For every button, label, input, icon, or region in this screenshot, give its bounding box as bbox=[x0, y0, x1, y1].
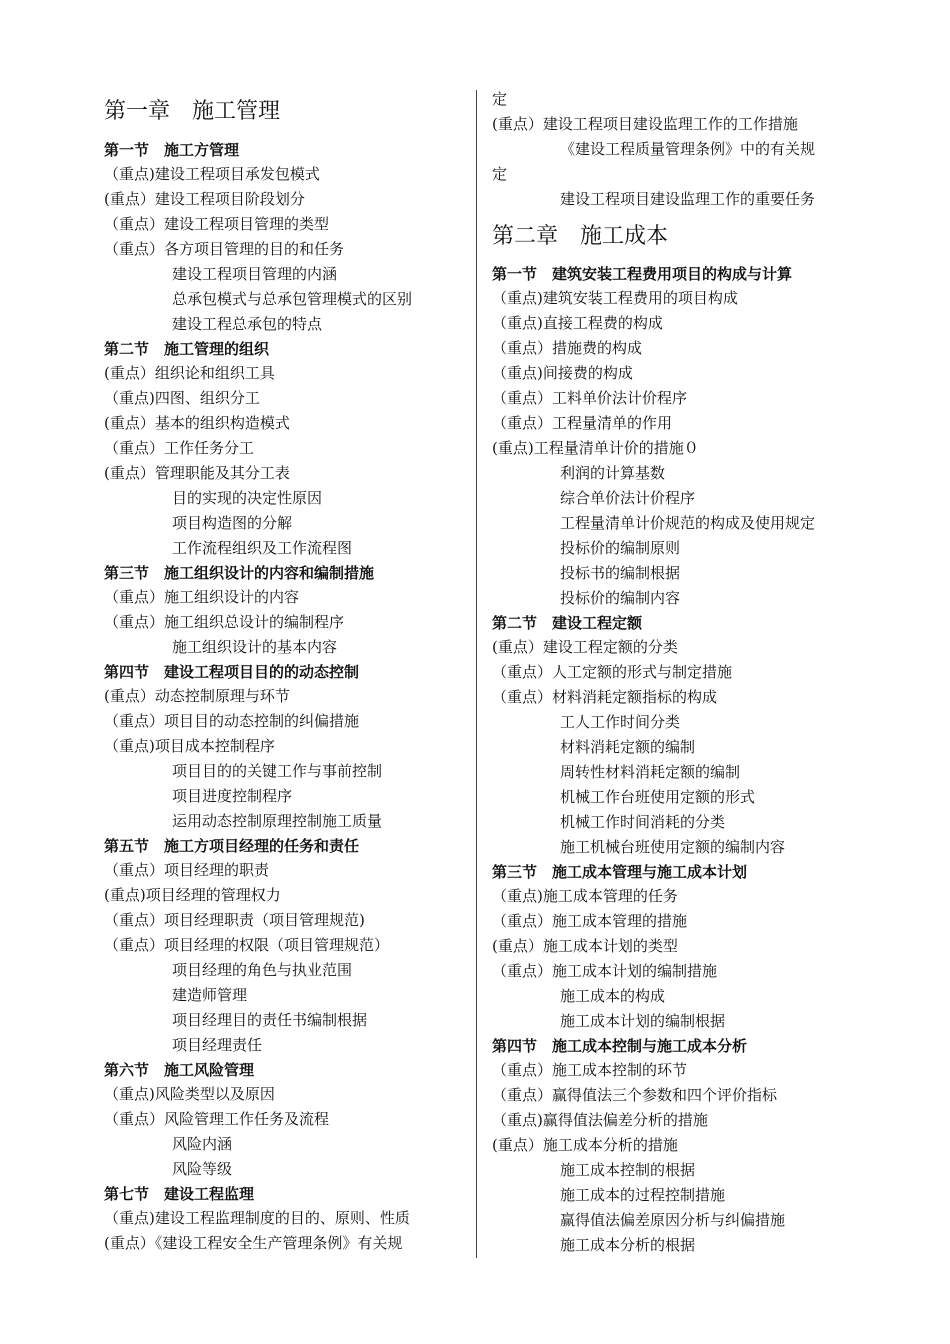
section-title: 第三节 施工组织设计的内容和编制措施 bbox=[104, 564, 375, 582]
list-item: （重点）各方项目管理的目的和任务 bbox=[104, 240, 345, 258]
sub-item: 综合单价法计价程序 bbox=[560, 489, 696, 507]
section-title: 第五节 施工方项目经理的任务和责任 bbox=[104, 837, 360, 855]
chapter-title: 第一章 施工管理 bbox=[104, 99, 281, 124]
sub-item: 投标价的编制内容 bbox=[560, 589, 681, 607]
chapter-title: 第二章 施工成本 bbox=[492, 224, 669, 249]
list-item: （重点）建设工程项目管理的类型 bbox=[104, 215, 330, 233]
sub-item: 风险等级 bbox=[172, 1160, 233, 1178]
sub-item: 风险内涵 bbox=[172, 1135, 233, 1153]
list-item: （重点）工作任务分工 bbox=[104, 439, 255, 457]
list-item: 定 bbox=[492, 90, 508, 108]
sub-item: 总承包模式与总承包管理模式的区别 bbox=[172, 290, 413, 308]
sub-item: 工人工作时间分类 bbox=[560, 713, 681, 731]
list-item: （重点)四图、组织分工 bbox=[104, 389, 260, 407]
list-item: (重点）基本的组织构造模式 bbox=[104, 414, 290, 432]
sub-item: 施工机械台班使用定额的编制内容 bbox=[560, 838, 786, 856]
sub-item: 施工成本计划的编制根据 bbox=[560, 1012, 726, 1030]
list-item: （重点）工程量清单的作用 bbox=[492, 414, 673, 432]
sub-item: 施工成本分析的根据 bbox=[560, 1236, 696, 1254]
list-item: (重点)工程量清单计价的措施０ bbox=[492, 439, 699, 457]
list-item: （重点）项目经理的职责 bbox=[104, 861, 270, 879]
list-item: （重点）材料消耗定额指标的构成 bbox=[492, 688, 718, 706]
sub-item: 项目经理目的责任书编制根据 bbox=[172, 1011, 368, 1029]
list-item: （重点）人工定额的形式与制定措施 bbox=[492, 663, 733, 681]
section-title: 第六节 施工风险管理 bbox=[104, 1061, 255, 1079]
list-item: （重点)赢得值法偏差分析的措施 bbox=[492, 1111, 708, 1129]
list-item: (重点）建设工程项目阶段划分 bbox=[104, 190, 305, 208]
sub-item: 项目构造图的分解 bbox=[172, 514, 293, 532]
sub-item: 施工组织设计的基本内容 bbox=[172, 638, 338, 656]
sub-item: 周转性材料消耗定额的编制 bbox=[560, 763, 741, 781]
sub-item: 施工成本的构成 bbox=[560, 987, 666, 1005]
list-item: (重点)项目经理的管理权力 bbox=[104, 886, 281, 904]
sub-item: 机械工作台班使用定额的形式 bbox=[560, 788, 756, 806]
section-title: 第一节 施工方管理 bbox=[104, 141, 240, 159]
list-item: （重点）施工组织总设计的编制程序 bbox=[104, 613, 345, 631]
sub-item: 项目目的的关键工作与事前控制 bbox=[172, 762, 383, 780]
list-item: （重点)建筑安装工程费用的项目构成 bbox=[492, 289, 738, 307]
list-item: (重点）建设工程定额的分类 bbox=[492, 638, 678, 656]
sub-item: 项目经理责任 bbox=[172, 1036, 263, 1054]
list-item: (重点）组织论和组织工具 bbox=[104, 364, 275, 382]
list-item: (重点）建设工程项目建设监理工作的工作措施 bbox=[492, 115, 798, 133]
sub-item: 投标书的编制根据 bbox=[560, 564, 681, 582]
section-title: 第二节 施工管理的组织 bbox=[104, 340, 270, 358]
section-title: 第七节 建设工程监理 bbox=[104, 1185, 255, 1203]
list-item: （重点）项目经理职责（项目管理规范) bbox=[104, 911, 365, 929]
list-item: （重点）赢得值法三个参数和四个评价指标 bbox=[492, 1086, 778, 1104]
sub-item: 建设工程项目建设监理工作的重要任务 bbox=[560, 190, 816, 208]
sub-item: 材料消耗定额的编制 bbox=[560, 738, 696, 756]
sub-item: 建设工程项目管理的内涵 bbox=[172, 265, 338, 283]
sub-item: 投标价的编制原则 bbox=[560, 539, 681, 557]
list-item: （重点)施工成本管理的任务 bbox=[492, 887, 678, 905]
list-item: (重点）管理职能及其分工表 bbox=[104, 464, 290, 482]
section-title: 第三节 施工成本管理与施工成本计划 bbox=[492, 863, 748, 881]
list-item: （重点)风险类型以及原因 bbox=[104, 1085, 275, 1103]
sub-item: 施工成本的过程控制措施 bbox=[560, 1186, 726, 1204]
list-item: （重点)项目成本控制程序 bbox=[104, 737, 275, 755]
list-item: （重点）施工成本管理的措施 bbox=[492, 912, 688, 930]
list-item: （重点）施工成本计划的编制措施 bbox=[492, 962, 718, 980]
sub-item: 机械工作时间消耗的分类 bbox=[560, 813, 726, 831]
list-item: （重点）风险管理工作任务及流程 bbox=[104, 1110, 330, 1128]
section-title: 第四节 建设工程项目目的的动态控制 bbox=[104, 663, 360, 681]
sub-item: 施工成本控制的根据 bbox=[560, 1161, 696, 1179]
section-title: 第四节 施工成本控制与施工成本分析 bbox=[492, 1037, 748, 1055]
sub-item: 运用动态控制原理控制施工质量 bbox=[172, 812, 383, 830]
sub-item: 项目进度控制程序 bbox=[172, 787, 293, 805]
sub-item: 项目经理的角色与执业范围 bbox=[172, 961, 353, 979]
sub-item: 赢得值法偏差原因分析与纠偏措施 bbox=[560, 1211, 786, 1229]
list-item: （重点）施工组织设计的内容 bbox=[104, 588, 300, 606]
list-item: （重点）项目目的动态控制的纠偏措施 bbox=[104, 712, 360, 730]
list-item: （重点）施工成本控制的环节 bbox=[492, 1061, 688, 1079]
sub-item: 建造师管理 bbox=[172, 986, 248, 1004]
list-item: （重点）措施费的构成 bbox=[492, 339, 643, 357]
list-item: （重点)建设工程项目承发包模式 bbox=[104, 165, 320, 183]
list-item: (重点）《建设工程安全生产管理条例》有关规 bbox=[104, 1234, 403, 1252]
list-item: (重点）施工成本分析的措施 bbox=[492, 1136, 678, 1154]
sub-item: 目的实现的决定性原因 bbox=[172, 489, 323, 507]
sub-item: 《建设工程质量管理条例》中的有关规 bbox=[560, 140, 816, 158]
sub-item: 建设工程总承包的特点 bbox=[172, 315, 323, 333]
list-item: 定 bbox=[492, 165, 508, 183]
column-divider bbox=[476, 90, 477, 1258]
list-item: （重点)建设工程监理制度的目的、原则、性质 bbox=[104, 1209, 410, 1227]
list-item: (重点）动态控制原理与环节 bbox=[104, 687, 290, 705]
list-item: （重点）项目经理的权限（项目管理规范） bbox=[104, 936, 390, 954]
section-title: 第二节 建设工程定额 bbox=[492, 614, 643, 632]
list-item: (重点）施工成本计划的类型 bbox=[492, 937, 678, 955]
sub-item: 工程量清单计价规范的构成及使用规定 bbox=[560, 514, 816, 532]
section-title: 第一节 建筑安装工程费用项目的构成与计算 bbox=[492, 265, 793, 283]
list-item: （重点)间接费的构成 bbox=[492, 364, 633, 382]
list-item: （重点）工料单价法计价程序 bbox=[492, 389, 688, 407]
sub-item: 利润的计算基数 bbox=[560, 464, 666, 482]
sub-item: 工作流程组织及工作流程图 bbox=[172, 539, 353, 557]
list-item: （重点)直接工程费的构成 bbox=[492, 314, 663, 332]
